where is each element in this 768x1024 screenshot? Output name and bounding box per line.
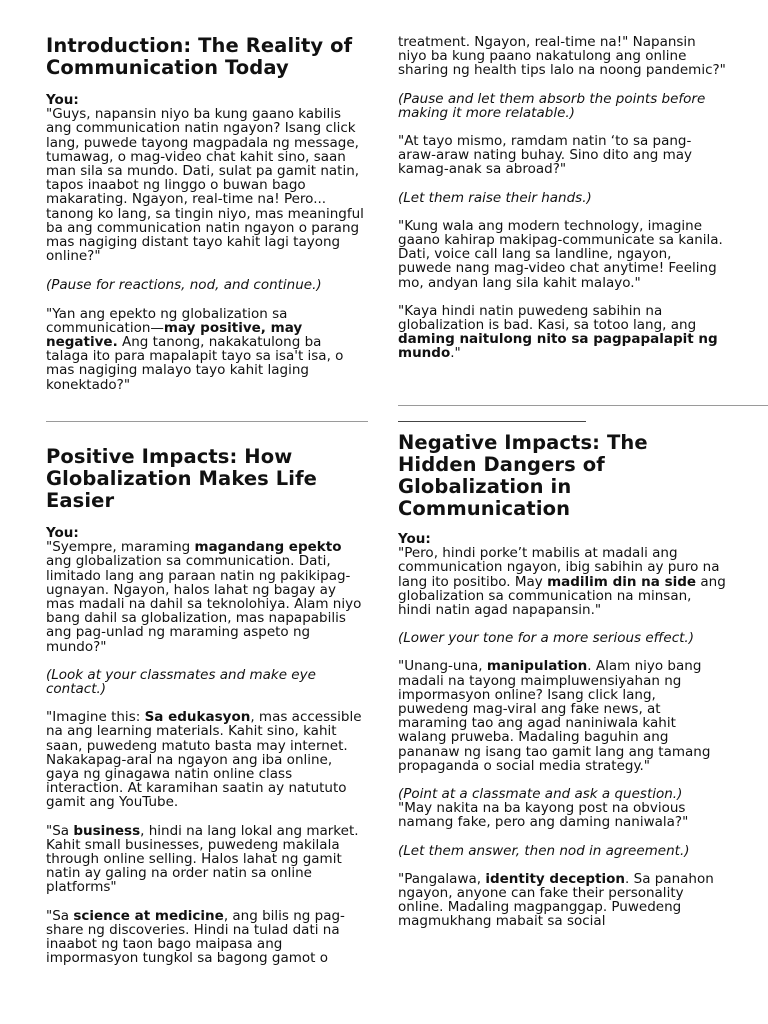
section-divider [398,405,768,406]
right-stage-note-1: (Pause and let them absorb the points before making it more relatable.) [398,90,706,121]
left-section-divider [46,421,368,422]
negative-stage-note-1: (Lower your tone for a more serious effect.) [398,630,694,647]
positive-paragraph-1: "Syempre, maraming magandang epekto ang globalization sa communication. Dati, limitado lang ang paraan natin ng pakikipag-ugnayan. Ngayon, halos lahat ng bagay ay mas madali na dahil sa teknolohiya. Alam niyo bang dahil sa globalization, mas napapabilis ang pag-unlad ng maraming aspeto ng mundo?" [46,539,362,655]
positive-speaker: You: [46,525,79,541]
positive-paragraph-3: "Sa business, hindi na lang lokal ang market. Kahit small businesses, puwedeng makilala through online selling. Halos lahat ng gamit natin ay galing na order natin sa online platforms" [46,822,359,896]
intro-paragraph-2: "Yan ang epekto ng globalization sa communication—may positive, may negative. Ang tanong, nakakatulong ba talaga ito para mapalapit tayo sa isa't isa, o mas nagiging malayo tayo kahit laging konektado?" [46,305,344,393]
right-paragraph-2: "Kung wala ang modern technology, imagine gaano kahirap makipag-communicate sa kanila. Dati, voice call lang sa landline, ngayon, puwede nang mag-video chat anytime! Feeling mo, andyan lang sila kahit malayo." [398,217,723,291]
negative-paragraph-3: "May nakita na ba kayong post na obvious namang fake, pero ang daming naniwala?" [398,800,689,831]
positive-section [46,446,366,965]
positive-heading: Positive Impacts: How Globalization Makes Life Easier [46,445,318,512]
negative-heading: Negative Impacts: The Hidden Dangers of Globalization in Communication [398,431,648,520]
right-paragraph-0: treatment. Ngayon, real-time na!" Napansin niyo ba kung paano nakatulong ang online sharing ng health tips lalo na noong pandemic?" [398,34,726,79]
negative-paragraph-1: "Pero, hindi porke’t mabilis at madali ang communication ngayon, ibig sabihin ay puro na lang ito positibo. May madilim din na side ang globalization sa communication na minsan, hindi natin agad napapansin." [398,545,726,619]
negative-section [398,432,728,929]
negative-stage-note-2: (Point at a classmate and ask a question.) [398,786,683,803]
right-paragraph-3: "Kaya hindi natin puwedeng sabihin na globalization is bad. Kasi, sa totoo lang, ang daming naitulong nito sa pagpapalapit ng mundo." [398,302,718,362]
negative-stage-note-3: (Let them answer, then nod in agreement.) [398,842,690,859]
negative-speaker: You: [398,531,431,547]
negative-paragraph-4: "Pangalawa, identity deception. Sa panahon ngayon, anyone can fake their personality online. Madaling magpanggap. Puwedeng magmukhang mabait sa social [398,870,714,930]
intro-speaker: You: [46,92,79,108]
intro-heading: Introduction: The Reality of Communication Today [46,34,353,79]
intro-stage-note: (Pause for reactions, nod, and continue.) [46,277,322,294]
intro-paragraph-1: "Guys, napansin niyo ba kung gaano kabilis ang communication natin ngayon? Isang click lang, puwede tayong magpadala ng message, tumawag, o mag-video chat kahit sino, saan man sila sa mundo. Dati, sulat pa gamit natin, tapos inaabot ng linggo o buwan bago makarating. Ngayon, real-time na! Pero... tanong ko lang, sa tingin niyo, mas meaningful ba ang communication natin ngayon o parang mas nagiging distant tayo kahit lagi tayong online?" [46,106,364,265]
right-paragraph-1: "At tayo mismo, ramdam natin ‘to sa pang-araw-araw nating buhay. Sino dito ang may kamag-anak sa abroad?" [398,133,693,178]
right-stage-note-2: (Let them raise their hands.) [398,189,592,206]
negative-paragraph-2: "Unang-una, manipulation. Alam niyo bang madali na tayong maimpluwensiyahan ng impormasyon online? Isang click lang, puwedeng mag-viral ang fake news, at maraming tao ang agad naniniwala kahit walang pruweba. Madaling baguhin ang pananaw ng isang tao gamit lang ang tamang propaganda o social media strategy." [398,658,711,774]
positive-paragraph-2: "Imagine this: Sa edukasyon, mas accessible na ang learning materials. Kahit sino, kahit saan, puwedeng matuto basta may internet. Nakakapag-aral na ngayon ang iba online, gaya ng ginagawa natin online class interaction. At karamihan saatin ay natututo gamit ang YouTube. [46,709,362,811]
positive-stage-note: (Look at your classmates and make eye contact.) [46,666,316,698]
intro-section [46,35,366,392]
positive-paragraph-4: "Sa science at medicine, ang bilis ng pag-share ng discoveries. Hindi na tulad dati na inaabot ng taon bago maipasa ang impormasyon tungkol sa bagong gamot o [46,907,345,967]
right-top-section [398,35,728,361]
short-divider [398,421,586,422]
